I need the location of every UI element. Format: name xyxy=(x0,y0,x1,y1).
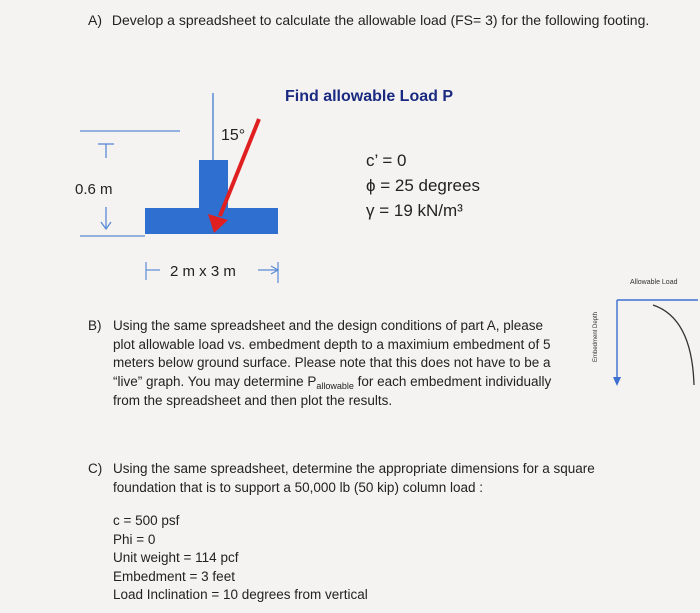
soil-parameters xyxy=(366,148,480,223)
unit-weight-parameter: γ = 19 kN/m³ xyxy=(366,201,463,220)
question-b-line-5: from the spreadsheet and then plot the results. xyxy=(113,393,393,408)
question-b-line-4: “live” graph. You may determine $P_{allowable}$ for each embedment individually xyxy=(113,373,552,391)
angle-label: 15° xyxy=(221,127,246,144)
footing-size-label: 2 m x 3 m xyxy=(170,263,236,280)
question-c-line-2: foundation that is to support a 50,000 lb (50 kip) column load : xyxy=(113,479,483,495)
mini-graph-title: Allowable Load xyxy=(630,279,678,286)
question-b-line-1: Using the same spreadsheet and the design conditions of part A, please xyxy=(113,318,544,333)
find-allowable-load-title: Find allowable Load P xyxy=(285,88,454,105)
mini-graph-y-label xyxy=(590,300,602,375)
cohesion-parameter: c’ = 0 xyxy=(366,151,407,170)
question-a-label: A) xyxy=(88,12,102,28)
question-b xyxy=(88,317,578,411)
condition-cohesion: c = 500 psf xyxy=(113,513,180,528)
question-c-text xyxy=(113,460,608,497)
question-c-label: C) xyxy=(88,461,103,476)
condition-embedment: Embedment = 3 feet xyxy=(113,568,235,584)
p-subscript: allowable xyxy=(316,380,354,391)
mini-graph-curve xyxy=(653,305,694,385)
question-c-line-1: Using the same spreadsheet, determine the appropriate dimensions for a square xyxy=(113,461,595,476)
question-b-line-3: meters below ground surface. Please note that this does not have to be a xyxy=(113,355,551,370)
question-c xyxy=(88,460,608,497)
condition-unit-weight: Unit weight = 114 pcf xyxy=(113,550,239,565)
condition-load-inclination: Load Inclination = 10 degrees from vertical xyxy=(113,587,368,602)
question-b-label: B) xyxy=(88,318,102,333)
mini-graph-y-label-text: Embedment Depth xyxy=(593,311,599,363)
question-b-line-2: plot allowable load vs. embedment depth to a maximium embedment of 5 xyxy=(113,336,551,352)
question-c-conditions xyxy=(113,512,368,605)
depth-label: 0.6 m xyxy=(75,181,113,198)
mini-graph-down-arrowhead xyxy=(613,377,621,386)
question-a-text: Develop a spreadsheet to calculate the allowable load (FS= 3) for the following footing. xyxy=(111,12,650,28)
question-b-text xyxy=(113,317,578,411)
condition-phi: Phi = 0 xyxy=(113,531,156,547)
friction-angle-parameter: ϕ = 25 degrees xyxy=(366,176,480,195)
